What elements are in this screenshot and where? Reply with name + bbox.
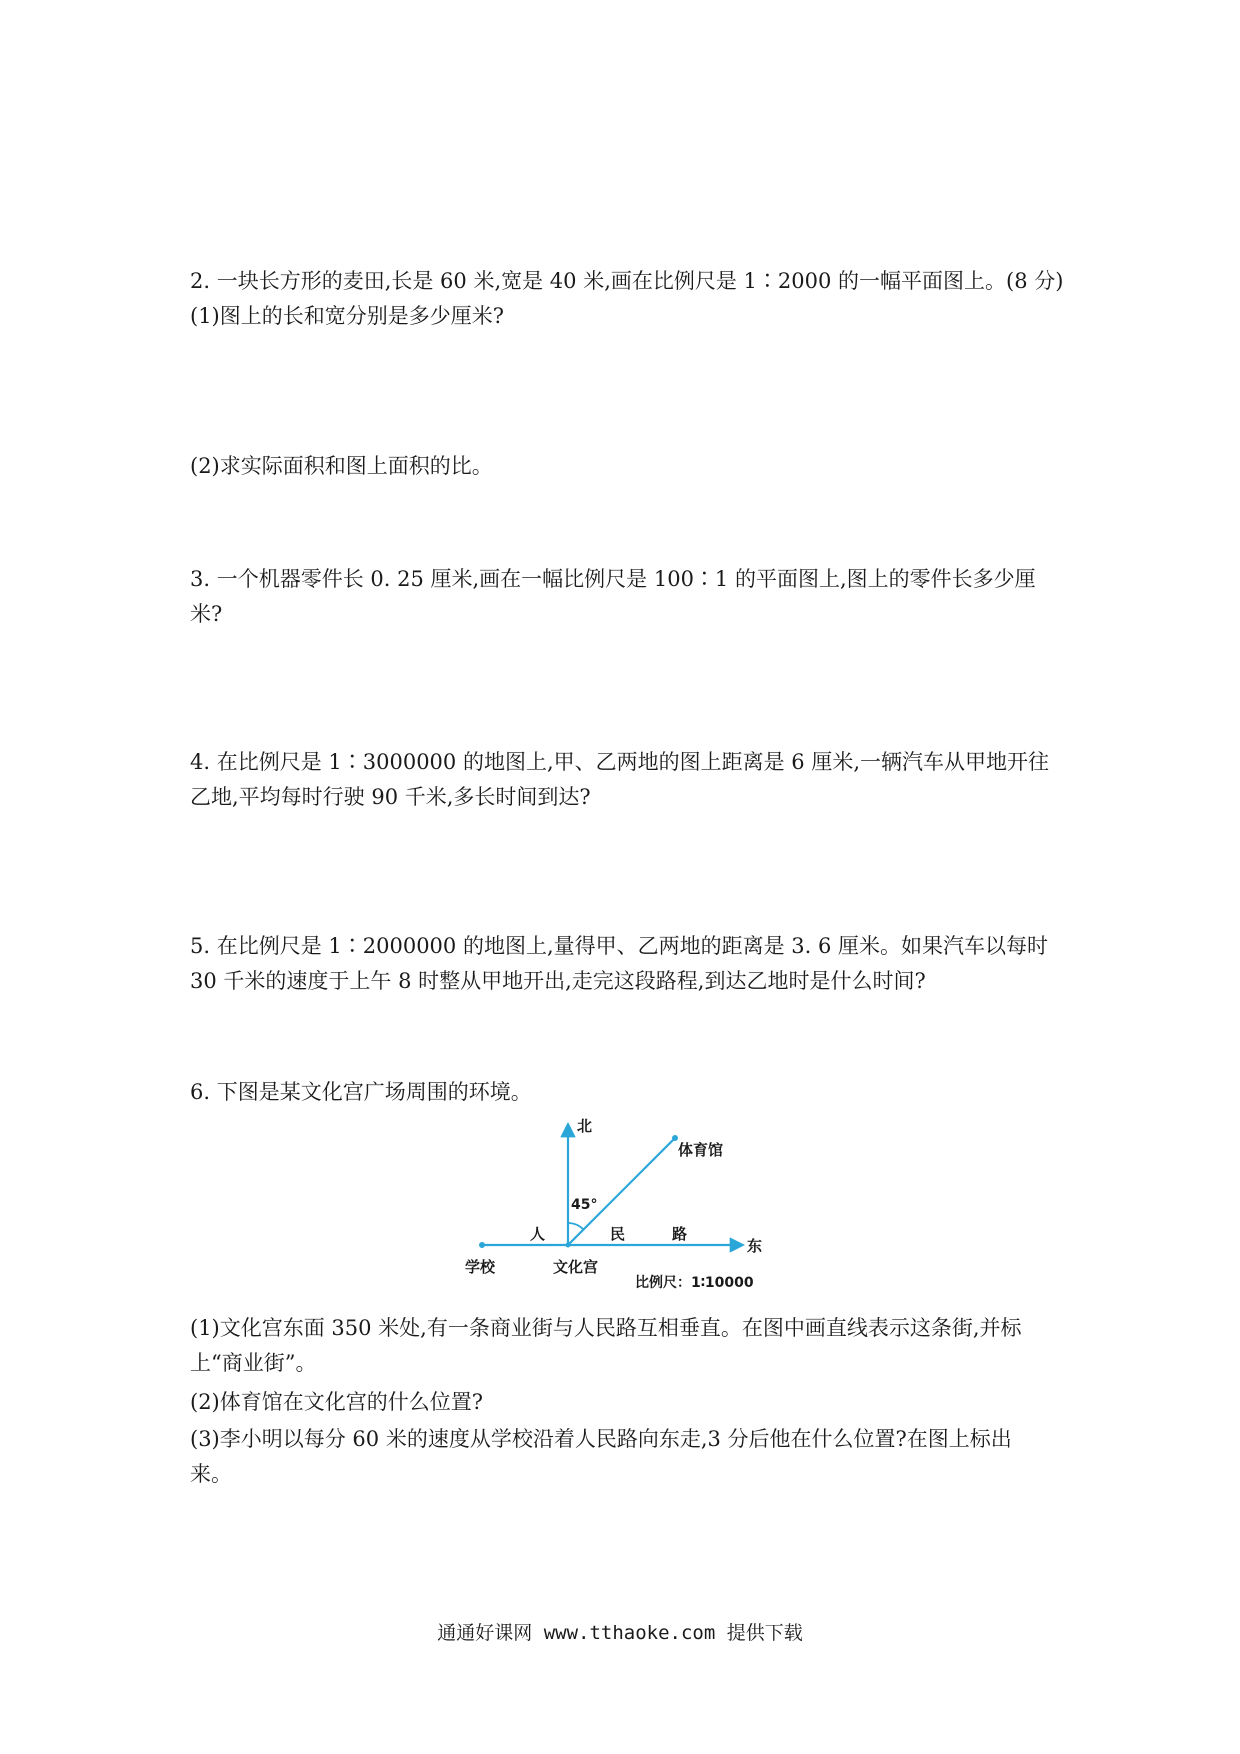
question-2-part-2: (2)求实际面积和图上面积的比。 xyxy=(190,454,493,478)
angle-arc xyxy=(568,1223,584,1230)
angle-label: 45° xyxy=(571,1197,598,1213)
question-4-line-1: 4. 在比例尺是 1∶3000000 的地图上,甲、乙两地的图上距离是 6 厘米,一辆汽车从甲地开往 xyxy=(190,750,1050,774)
question-2-part-1: (1)图上的长和宽分别是多少厘米? xyxy=(190,304,505,328)
scale-label: 比例尺：1∶10000 xyxy=(635,1275,754,1291)
road-char-3: 路 xyxy=(672,1225,688,1243)
map-figure xyxy=(450,1115,810,1295)
question-4-line-2: 乙地,平均每时行驶 90 千米,多长时间到达? xyxy=(190,785,591,809)
question-2-stem: 2. 一块长方形的麦田,长是 60 米,宽是 40 米,画在比例尺是 1∶2000 的一幅平面图上。(8 分) xyxy=(190,269,1064,293)
question-3-line-1: 3. 一个机器零件长 0. 25 厘米,画在一幅比例尺是 100∶1 的平面图上,图上的零件长多少厘 xyxy=(190,567,1036,591)
question-6-part-3-line-2: 来。 xyxy=(190,1462,232,1486)
road-char-1: 人 xyxy=(530,1225,546,1243)
road-char-2: 民 xyxy=(610,1225,626,1243)
north-label: 北 xyxy=(577,1117,593,1135)
question-5-line-1: 5. 在比例尺是 1∶2000000 的地图上,量得甲、乙两地的距离是 3. 6 厘米。如果汽车以每时 xyxy=(190,934,1049,958)
question-6-part-1-line-1: (1)文化宫东面 350 米处,有一条商业街与人民路互相垂直。在图中画直线表示这条街,并标 xyxy=(190,1316,1022,1340)
question-3-line-2: 米? xyxy=(190,602,223,626)
question-5-line-2: 30 千米的速度于上午 8 时整从甲地开出,走完这段路程,到达乙地时是什么时间? xyxy=(190,969,926,993)
culture-palace-label: 文化宫 xyxy=(553,1258,599,1276)
stadium-label: 体育馆 xyxy=(678,1141,724,1159)
question-6-part-1-line-2: 上“商业街”。 xyxy=(190,1351,317,1375)
question-6-part-3-line-1: (3)李小明以每分 60 米的速度从学校沿着人民路向东走,3 分后他在什么位置?在图上标出 xyxy=(190,1427,1012,1451)
question-6-stem: 6. 下图是某文化宫广场周围的环境。 xyxy=(190,1080,532,1104)
east-label: 东 xyxy=(747,1237,763,1255)
school-label: 学校 xyxy=(465,1258,496,1276)
question-6-part-2: (2)体育馆在文化宫的什么位置? xyxy=(190,1390,484,1414)
culture-palace-point xyxy=(566,1243,571,1248)
school-point xyxy=(479,1242,485,1248)
footer: 通通好课网 www.tthaoke.com 提供下载 xyxy=(437,1622,803,1644)
